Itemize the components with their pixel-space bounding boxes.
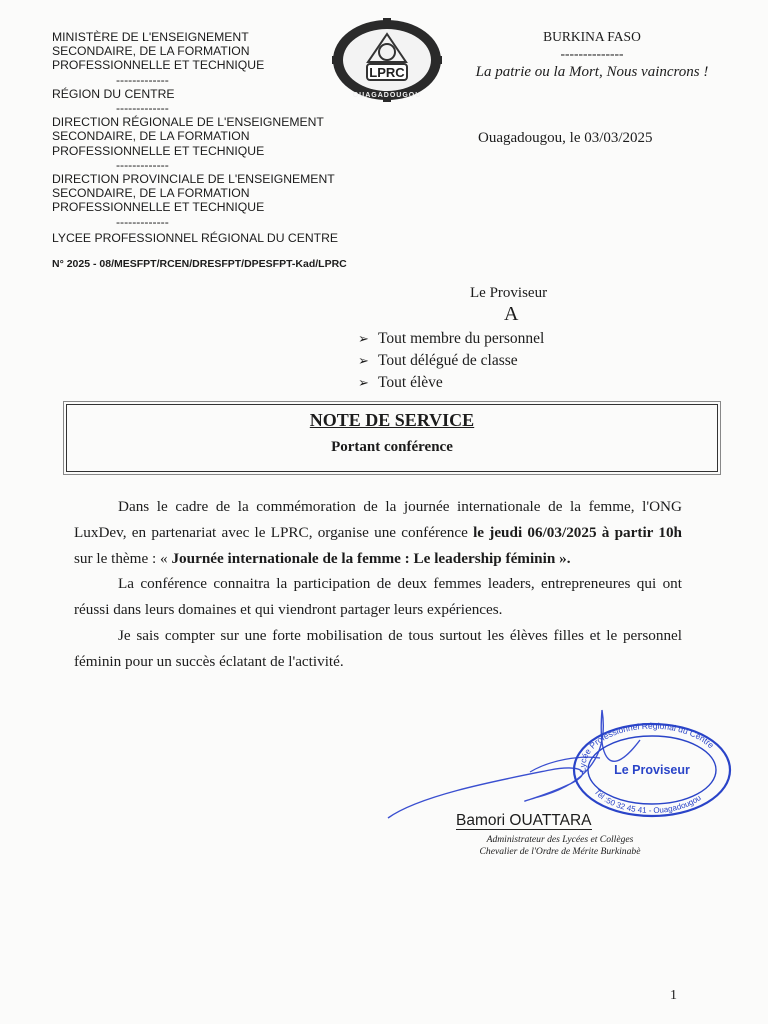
sender-title: Le Proviseur bbox=[470, 285, 548, 301]
paragraph-1: Dans le cadre de la commémoration de la journée internationale de la femme, l'ONG LuxDev, en partenariat avec le LPRC, organise une conférence le jeudi 06/03/2025 à partir 10h sur le thème : « Journée internationale de la femme : Le leadership féminin ». bbox=[74, 498, 682, 567]
direction-provinciale-line-3: PROFESSIONNELLE ET TECHNIQUE bbox=[52, 200, 265, 215]
separator: ------------- bbox=[116, 101, 169, 116]
lycee-name: LYCEE PROFESSIONNEL RÉGIONAL DU CENTRE bbox=[52, 230, 339, 245]
school-logo bbox=[330, 18, 444, 102]
direction-provinciale-line-2: SECONDAIRE, DE LA FORMATION bbox=[52, 186, 250, 201]
ministry-line-3: PROFESSIONNELLE ET TECHNIQUE bbox=[52, 58, 265, 73]
separator: -------------- bbox=[560, 46, 624, 61]
svg-text:Tél :50 32 45 41 - Ouagadougou: Tél :50 32 45 41 - Ouagadougou bbox=[592, 787, 703, 816]
arrow-bullet-icon: ➢ bbox=[358, 375, 369, 390]
ministry-line-2: SECONDAIRE, DE LA FORMATION bbox=[52, 44, 250, 59]
recipient-item: ➢ Tout membre du personnel bbox=[358, 328, 544, 350]
arrow-bullet-icon: ➢ bbox=[358, 353, 369, 368]
separator: ------------- bbox=[116, 214, 169, 229]
paragraph-3: Je sais compter sur une forte mobilisation de tous surtout les élèves filles et le personnel féminin pour un succès éclatant de l'activité. bbox=[74, 626, 682, 670]
header-country bbox=[452, 28, 732, 81]
document-title: NOTE DE SERVICE bbox=[309, 410, 475, 430]
title-box bbox=[66, 404, 718, 472]
to-label: A bbox=[504, 303, 519, 325]
region-name: RÉGION DU CENTRE bbox=[52, 86, 175, 101]
national-motto: La patrie ou la Mort, Nous vaincrons ! bbox=[475, 64, 709, 80]
header-administrative-hierarchy bbox=[52, 30, 372, 245]
signatory-name: Bamori OUATTARA bbox=[456, 812, 592, 829]
recipient-item: ➢ Tout élève bbox=[358, 372, 544, 394]
logo-acronym: LPRC bbox=[369, 65, 405, 80]
official-stamp bbox=[574, 721, 730, 816]
recipients-list bbox=[358, 328, 544, 394]
signatory-title-2: Chevalier de l'Ordre de Mérite Burkinabè bbox=[479, 846, 641, 857]
country-name: BURKINA FASO bbox=[543, 29, 641, 44]
ministry-line-1: MINISTÈRE DE L'ENSEIGNEMENT bbox=[52, 30, 249, 44]
signatory-titles bbox=[440, 834, 680, 858]
page-number: 1 bbox=[670, 988, 677, 1003]
svg-text:Lycée Professionnel Régional d: Lycée Professionnel Régional du Centre bbox=[577, 720, 717, 774]
direction-regionale-line-2: SECONDAIRE, DE LA FORMATION bbox=[52, 129, 250, 144]
separator: ------------- bbox=[116, 72, 169, 87]
body-text bbox=[74, 494, 682, 675]
svg-text:Le Proviseur: Le Proviseur bbox=[614, 763, 690, 777]
logo-city: OUAGADOUGOU bbox=[352, 92, 422, 99]
date-line: Ouagadougou, le 03/03/2025 bbox=[478, 130, 653, 146]
signatory-title-1: Administrateur des Lycées et Collèges bbox=[486, 834, 634, 845]
reference-number: N° 2025 - 08/MESFPT/RCEN/DRESFPT/DPESFPT-Kad/LPRC bbox=[52, 258, 347, 270]
direction-regionale-line-3: PROFESSIONNELLE ET TECHNIQUE bbox=[52, 143, 265, 158]
document-subtitle: Portant conférence bbox=[331, 439, 453, 455]
separator: ------------- bbox=[116, 157, 169, 172]
recipient-item: ➢ Tout délégué de classe bbox=[358, 350, 544, 372]
direction-regionale-line-1: DIRECTION RÉGIONALE DE L'ENSEIGNEMENT bbox=[52, 115, 324, 130]
paragraph-2: La conférence connaitra la participation de deux femmes leaders, entrepreneures qui ont réussi dans leurs domaines et qui viendront partager leurs expériences. bbox=[74, 575, 682, 619]
direction-provinciale-line-1: DIRECTION PROVINCIALE DE L'ENSEIGNEMENT bbox=[52, 172, 335, 187]
arrow-bullet-icon: ➢ bbox=[358, 331, 369, 346]
